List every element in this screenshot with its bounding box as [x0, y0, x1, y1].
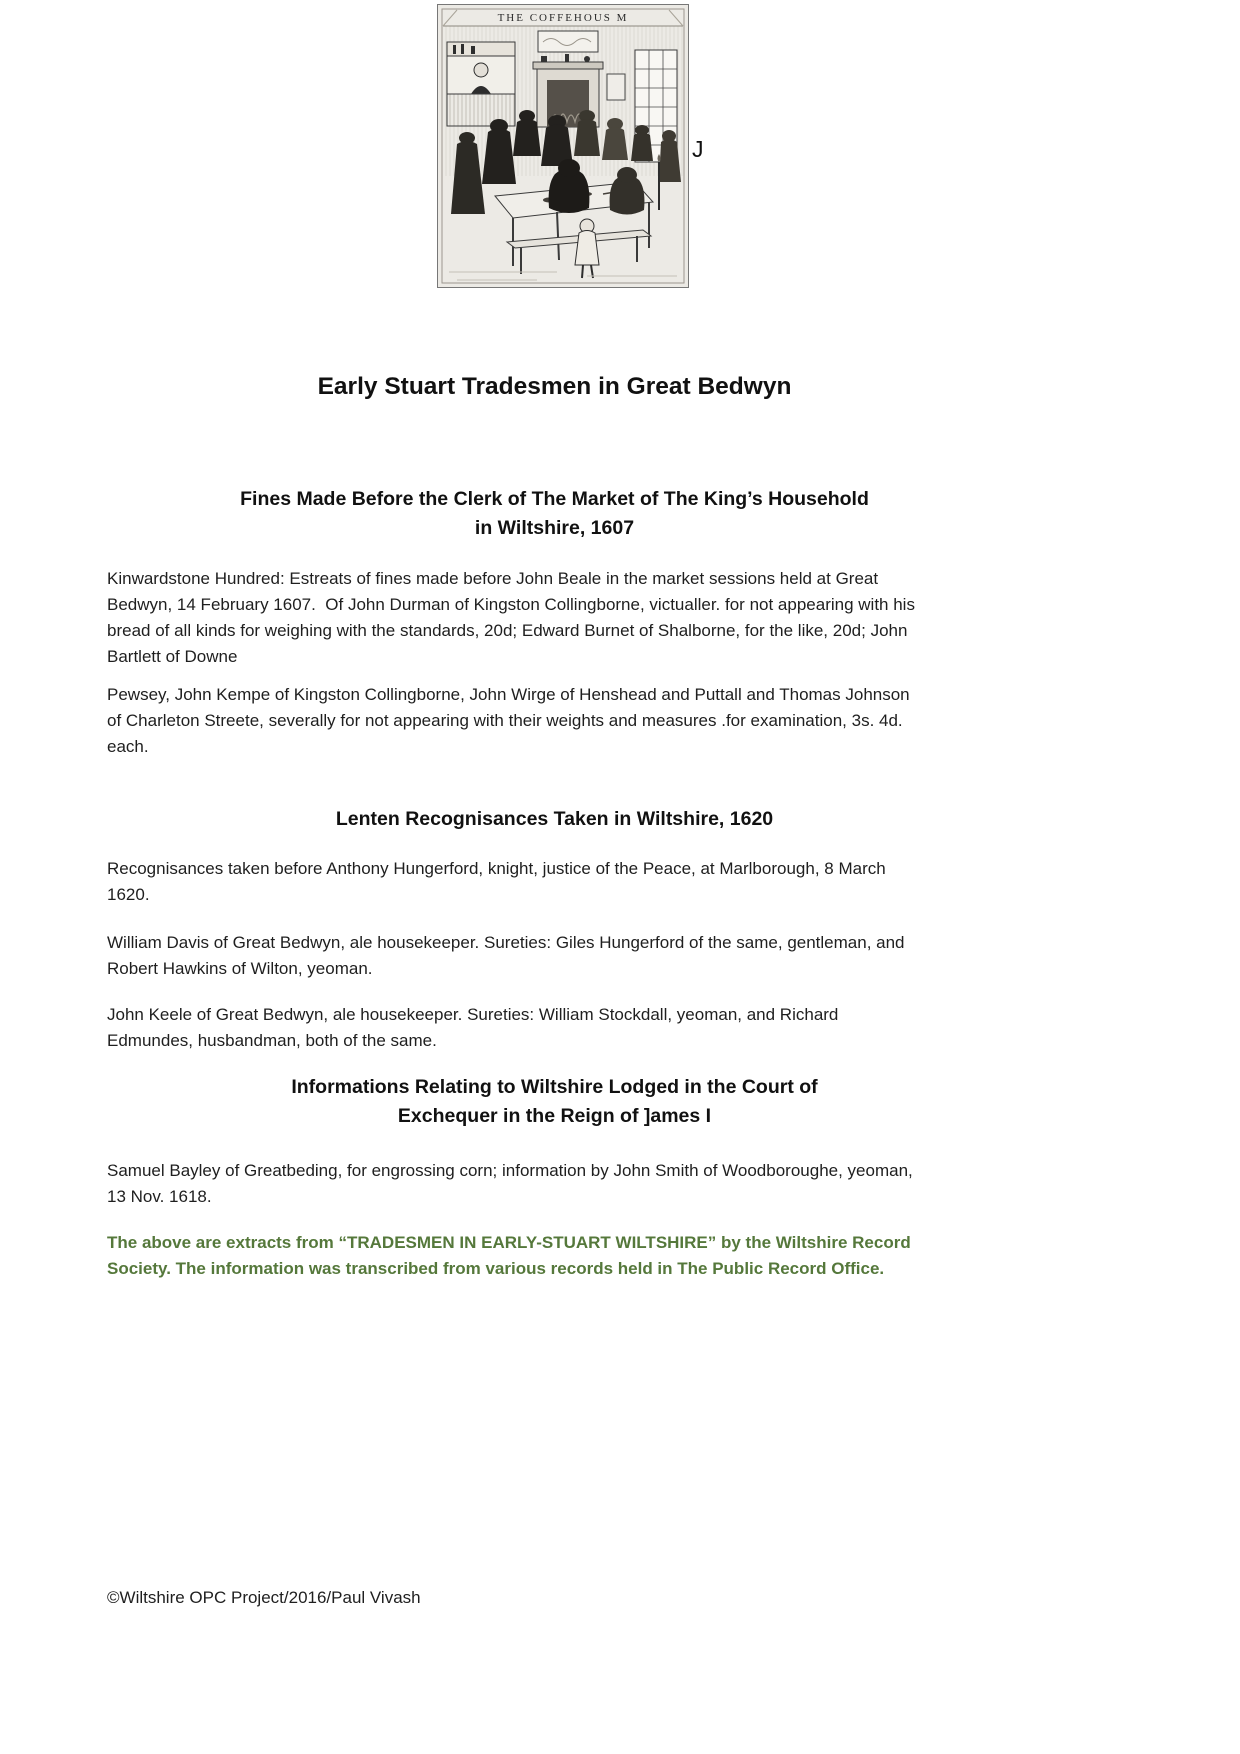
framed-picture — [538, 31, 598, 52]
heading-lenten — [107, 805, 1002, 834]
coffeehouse-engraving — [437, 4, 689, 288]
heading-fines-line1: Fines Made Before the Clerk of The Market of The King’s Household — [240, 488, 869, 510]
serving-booth — [447, 42, 515, 126]
text-line: each. — [107, 737, 149, 756]
paragraph-fines-1 — [107, 566, 1002, 670]
text-line: of Charleton Streete, severally for not appearing with their weights and measures .for examination, 3s. 4d. — [107, 711, 903, 730]
heading-fines — [107, 485, 1002, 543]
heading-fines-line2: in Wiltshire, 1607 — [474, 517, 635, 539]
heading-informations-line1: Informations Relating to Wiltshire Lodged in the Court of — [291, 1076, 818, 1098]
paragraph-lenten-2 — [107, 930, 1002, 982]
source-note-line1: The above are extracts from “TRADESMEN IN EARLY-STUART WILTSHIRE” by the Wiltshire Record — [107, 1233, 911, 1252]
text-line: William Davis of Great Bedwyn, ale housekeeper. Sureties: Giles Hungerford of the same, gentleman, and — [107, 933, 905, 952]
source-note — [107, 1230, 1002, 1282]
text-line: Recognisances taken before Anthony Hungerford, knight, justice of the Peace, at Marlborough, 8 March — [107, 859, 886, 878]
text-line: Pewsey, John Kempe of Kingston Collingborne, John Wirge of Henshead and Puttall and Thomas Johnson — [107, 685, 910, 704]
text-line: Bedwyn, 14 February 1607. Of John Durman of Kingston Collingborne, victualler. for not appearing with his — [107, 595, 915, 614]
text-line: Samuel Bayley of Greatbeding, for engrossing corn; information by John Smith of Woodboroughe, yeoman, — [107, 1161, 913, 1180]
heading-informations-line2: Exchequer in the Reign of ]ames I — [397, 1105, 712, 1127]
page-title: Early Stuart Tradesmen in Great Bedwyn — [317, 373, 792, 400]
text-line: Bartlett of Downe — [107, 647, 238, 666]
small-picture — [607, 74, 625, 100]
coffeehouse-engraving-image — [437, 4, 689, 288]
text-line: bread of all kinds for weighing with the standards, 20d; Edward Burnet of Shalborne, for the like, 20d; John — [107, 621, 908, 640]
engraving-caption: THE COFFEHOUS M — [497, 12, 629, 24]
text-line: 1620. — [107, 885, 150, 904]
text-line: Kinwardstone Hundred: Estreats of fines made before John Beale in the market sessions held at Great — [107, 569, 879, 588]
copyright-footer: ©Wiltshire OPC Project/2016/Paul Vivash — [107, 1588, 421, 1607]
paragraph-lenten-1 — [107, 856, 1002, 908]
paragraph-fines-2 — [107, 682, 1002, 760]
text-line: Robert Hawkins of Wilton, yeoman. — [107, 959, 373, 978]
text-line: 13 Nov. 1618. — [107, 1187, 212, 1206]
heading-informations — [107, 1073, 1002, 1131]
heading-lenten-text: Lenten Recognisances Taken in Wiltshire, 1620 — [335, 808, 774, 830]
paragraph-informations-1 — [107, 1158, 1002, 1210]
text-line: John Keele of Great Bedwyn, ale housekeeper. Sureties: William Stockdall, yeoman, and Richard — [107, 1005, 839, 1024]
text-line: Edmundes, husbandman, both of the same. — [107, 1031, 437, 1050]
paragraph-lenten-3 — [107, 1002, 1002, 1054]
source-note-line2: Society. The information was transcribed from various records held in The Public Record Office. — [107, 1259, 885, 1278]
stray-character-j: J — [692, 136, 704, 162]
